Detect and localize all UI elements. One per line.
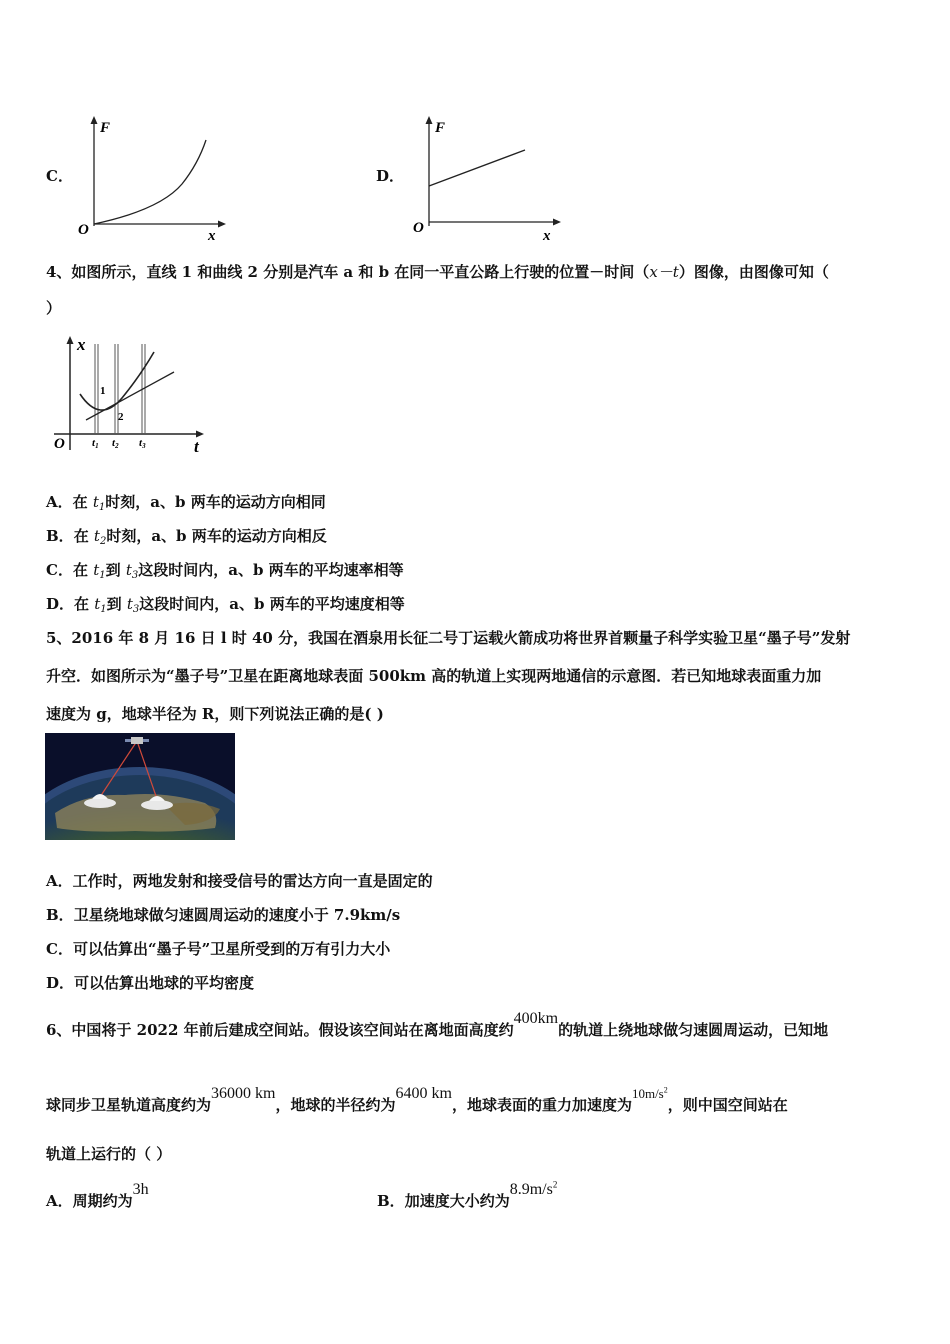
- q6-radius-value: 6400 km: [395, 1085, 452, 1102]
- graph-d-x-label: x: [543, 228, 551, 244]
- graph-c-x-arrow: [218, 221, 226, 228]
- q4-option-b[interactable]: B．在 $t_2$时刻，a、b 两车的运动方向相反: [46, 527, 327, 547]
- q4-line-1-label: 1: [100, 385, 106, 397]
- graph-d-y-arrow: [426, 116, 433, 124]
- q6-stem-line1: 6、中国将于 2022 年前后建成空间站。假设该空间站在离地面高度约400km的轨道上绕地球做匀速圆周运动，已知地: [46, 1010, 829, 1039]
- graph-c-y-label: F: [100, 120, 111, 136]
- graph-c-curve: [94, 140, 206, 224]
- graph-c-x-label: x: [208, 228, 216, 244]
- q5-option-c[interactable]: C．可以估算出“墨子号”卫星所受到的万有引力大小: [46, 940, 391, 958]
- q4-y-arrow: [67, 336, 74, 344]
- q5-option-a[interactable]: A．工作时，两地发射和接受信号的雷达方向一直是固定的: [46, 872, 433, 890]
- q4-tick-t1: t1: [92, 437, 99, 450]
- q4-y-label: x: [77, 335, 86, 354]
- q5-satellite-image: [45, 733, 235, 840]
- q6-gravity-value: $10m/s^2$: [631, 1085, 668, 1101]
- q4-line-2-label: 2: [118, 411, 124, 423]
- q5-stem-line1: 5、2016 年 8 月 16 日 l 时 40 分，我国在酒泉用长征二号丁运载火箭成功将世界首颗量子科学实验卫星“墨子号”发射: [46, 629, 851, 647]
- q4-option-d[interactable]: D．在 $t_1$到 $t_3$这段时间内，a、b 两车的平均速度相等: [46, 595, 405, 615]
- q5-option-b[interactable]: B．卫星绕地球做匀速圆周运动的速度小于 7.9km/s: [46, 906, 401, 924]
- q5-stem-line3: 速度为 g，地球半径为 R，则下列说法正确的是( ): [46, 705, 384, 723]
- graph-d-origin: O: [413, 220, 424, 236]
- option-c-label: C．: [46, 167, 73, 185]
- q6-sync-height-value: 36000 km: [211, 1085, 276, 1102]
- q4-origin: O: [54, 436, 65, 452]
- q4-tick-t3: t3: [139, 437, 146, 450]
- graph-d-y-label: F: [435, 120, 446, 136]
- q6-option-b[interactable]: B．加速度大小约为$8.9m/s^2$: [377, 1179, 558, 1210]
- q4-graph: [50, 332, 214, 458]
- q6-stem-line3: 轨道上运行的（ ）: [46, 1145, 172, 1163]
- option-d-label: D．: [376, 167, 405, 185]
- q4-option-a[interactable]: A．在 $t_1$时刻，a、b 两车的运动方向相同: [46, 493, 326, 513]
- q4-stem-line1: 4、如图所示，直线 1 和曲线 2 分别是汽车 a 和 b 在同一平直公路上行驶的位置－时间（x－t）图像，由图像可知（: [46, 263, 829, 281]
- q6-option-a[interactable]: A．周期约为3h: [46, 1181, 149, 1210]
- graph-d-line: [429, 150, 525, 186]
- q5-option-d[interactable]: D．可以估算出地球的平均密度: [46, 974, 255, 992]
- q4-x-label: t: [194, 437, 199, 456]
- q5-stem-line2: 升空．如图所示为“墨子号”卫星在距离地球表面 500km 高的轨道上实现两地通信的示意图．若已知地球表面重力加: [46, 667, 822, 685]
- q4-option-c[interactable]: C．在 $t_1$到 $t_3$这段时间内，a、b 两车的平均速率相等: [46, 561, 404, 581]
- graph-d-x-arrow: [553, 219, 561, 226]
- q4-curve-2: [80, 352, 154, 410]
- graph-c: [70, 112, 230, 244]
- graph-d: [405, 112, 565, 244]
- graph-c-origin: O: [78, 222, 89, 238]
- q4-tick-t2: t2: [112, 437, 119, 450]
- q6-stem-line2: 球同步卫星轨道高度约为36000 km，地球的半径约为6400 km，地球表面的重力加速度为$10m/s^2$，则中国空间站在: [46, 1085, 788, 1114]
- q6-height-value: 400km: [513, 1010, 559, 1027]
- q4-stem-line2: ）: [46, 299, 62, 317]
- graph-c-y-arrow: [91, 116, 98, 124]
